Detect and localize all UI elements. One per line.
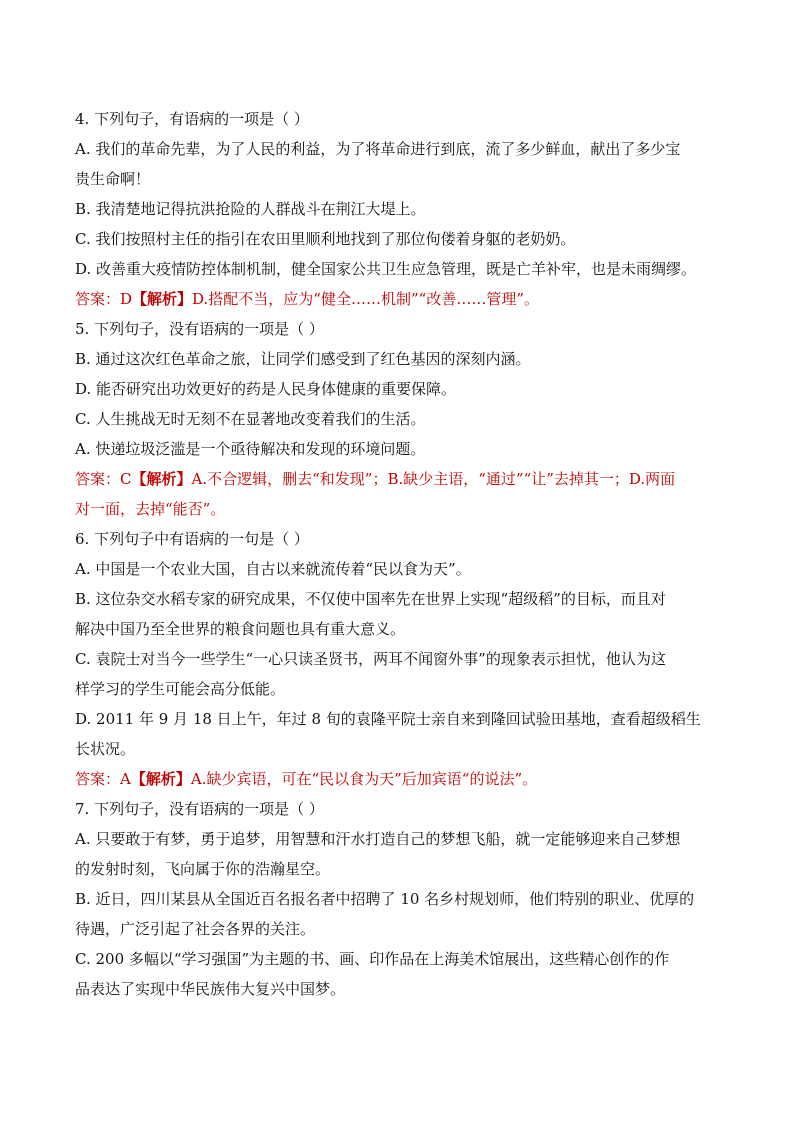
q4-answer-tag: 【解析】 [132, 290, 193, 308]
document-page [75, 104, 735, 1004]
q6-option-a: A. 中国是一个农业大国，自古以来就流传着“民以食为天”。 [75, 560, 471, 578]
q5-answer-label: 答案：C [75, 470, 132, 488]
q5-stem: 5. 下列句子，没有语病的一项是（ ） [75, 320, 324, 338]
q4-option-a-line2: 贵生命啊！ [75, 170, 151, 188]
q7-option-b-line2: 待遇，广泛引起了社会各界的关注。 [75, 920, 316, 938]
q6-option-b-line2: 解决中国乃至全世界的粮食问题也具有重大意义。 [75, 620, 406, 638]
q6-answer-label: 答案：A [75, 770, 131, 788]
q5-answer-tag: 【解析】 [131, 470, 192, 488]
q7-option-c-line1: C. 200 多幅以“学习强国”为主题的书、画、印作品在上海美术馆展出，这些精心创作的作 [75, 950, 670, 968]
q6-option-b-line1: B. 这位杂交水稻专家的研究成果，不仅使中国率先在世界上实现“超级稻”的目标，而且对 [75, 590, 666, 608]
q5-answer-line1 [75, 464, 735, 494]
q5-option-d: D. 能否研究出功效更好的药是人民身体健康的重要保障。 [75, 380, 457, 398]
q4-option-d: D. 改善重大疫情防控体制机制，健全国家公共卫生应急管理，既是亡羊补牢，也是未雨绸缪。 [75, 260, 697, 278]
q5-option-b: B. 通过这次红色革命之旅，让同学们感受到了红色基因的深刻内涵。 [75, 350, 531, 368]
q6-answer-text: A.缺少宾语，可在“民以食为天”后加宾语“的说法”。 [190, 770, 538, 788]
q4-answer-text: D.搭配不当，应为“健全……机制”“改善……管理”。 [192, 290, 539, 308]
q6-option-c-line2: 样学习的学生可能会高分低能。 [75, 680, 286, 698]
q7-option-a-line1: A. 只要敢于有梦，勇于追梦，用智慧和汗水打造自己的梦想飞船，就一定能够迎来自己梦想 [75, 830, 681, 848]
q7-option-c-line2: 品表达了实现中华民族伟大复兴中国梦。 [75, 980, 346, 998]
q6-option-d-line1: D. 2011 年 9 月 18 日上午，年过 8 旬的袁隆平院士亲自来到隆回试验田基地，查看超级稻生 [75, 710, 701, 728]
q4-option-b: B. 我清楚地记得抗洪抢险的人群战斗在荆江大堤上。 [75, 200, 426, 218]
q6-answer-tag: 【解析】 [130, 770, 191, 788]
q6-option-d-line2: 长状况。 [75, 740, 136, 758]
q5-answer-line2: 对一面，去掉“能否”。 [75, 500, 226, 518]
q5-option-c: C. 人生挑战无时无刻不在显著地改变着我们的生活。 [75, 410, 426, 428]
q6-stem: 6. 下列句子中有语病的一句是（ ） [75, 530, 309, 548]
q4-answer-label: 答案：D [75, 290, 133, 308]
q6-option-c-line1: C. 袁院士对当今一些学生“一心只读圣贤书，两耳不闻窗外事”的现象表示担忧，他认为这 [75, 650, 666, 668]
q4-option-c: C. 我们按照村主任的指引在农田里顺利地找到了那位佝偻着身躯的老奶奶。 [75, 230, 576, 248]
q4-option-a-line1: A. 我们的革命先辈，为了人民的利益，为了将革命进行到底，流了多少鲜血，献出了多少宝 [75, 140, 681, 158]
q5-option-a: A. 快递垃圾泛滥是一个亟待解决和发现的环境问题。 [75, 440, 426, 458]
q7-stem: 7. 下列句子，没有语病的一项是（ ） [75, 800, 324, 818]
q4-stem: 4. 下列句子，有语病的一项是（ ） [75, 110, 309, 128]
q6-answer [75, 764, 735, 794]
q4-answer [75, 284, 735, 314]
q7-option-a-line2: 的发射时刻，飞向属于你的浩瀚星空。 [75, 860, 331, 878]
q5-answer-text-1: A.不合逻辑，删去“和发现”；B.缺少主语，“通过”“让”去掉其一；D.两面 [191, 470, 676, 488]
q7-option-b-line1: B. 近日，四川某县从全国近百名报名者中招聘了 10 名乡村规划师，他们特别的职业、优厚的 [75, 890, 695, 908]
